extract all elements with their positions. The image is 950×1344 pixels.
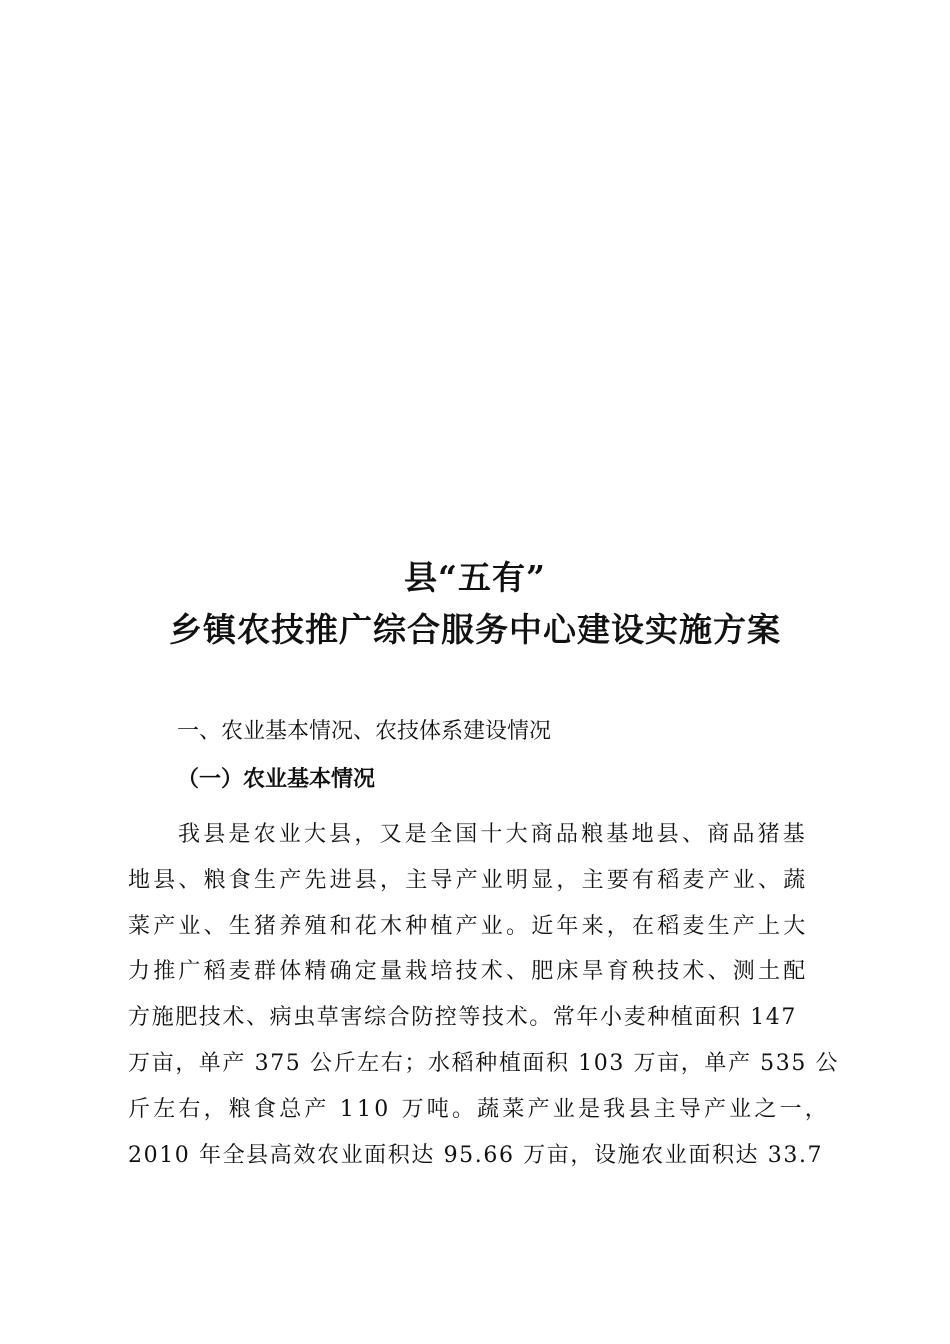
paragraph-line: 我县是农业大县，又是全国十大商品粮基地县、商品猪基 [178,822,809,847]
paragraph-line: 万亩，单产 375 公斤左右；水稻种植面积 103 万亩，单产 535 公 [128,1050,840,1076]
paragraph-line: 方施肥技术、病虫草害综合防控等技术。常年小麦种植面积 147 [128,1005,797,1031]
paragraph-line: 力推广稻麦群体精确定量栽培技术、肥床旱育秧技术、测土配 [128,959,809,985]
paragraph-line: 斤左右，粮食总产 110 万吨。蔬菜产业是我县主导产业之一， [128,1096,830,1122]
title-line-2: 乡镇农技推广综合服务中心建设实施方案 [169,610,781,649]
body-paragraph [128,812,838,1178]
section-heading: 一、农业基本情况、农技体系建设情况 [177,719,552,744]
document-title [0,552,950,656]
paragraph-line: 地县、粮食生产先进县，主导产业明显，主要有稻麦产业、蔬 [128,867,809,893]
title-line-1: 县“五有” [404,558,546,597]
paragraph-line: 2010 年全县高效农业面积达 95.66 万亩，设施农业面积达 33.7 [128,1142,824,1168]
paragraph-line: 菜产业、生猪养殖和花木种植产业。近年来，在稻麦生产上大 [128,913,809,939]
subsection-heading: （一）农业基本情况 [177,767,376,792]
